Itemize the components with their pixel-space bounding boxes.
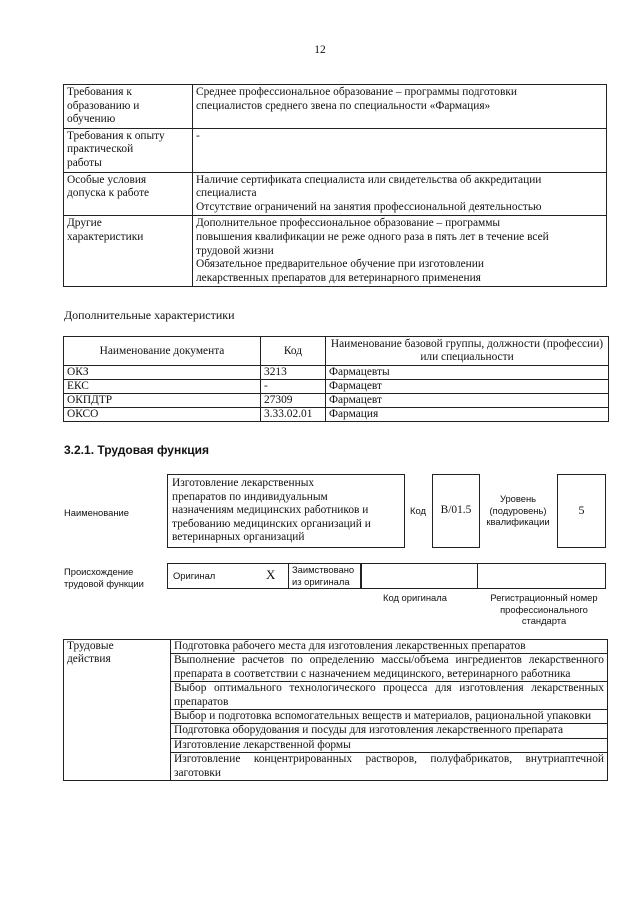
action-item: Выполнение расчетов по определению массы/объема ингредиентов лекарственного препарата в соответствии с назначением медицинского, ветеринарного работника bbox=[171, 654, 608, 682]
function-name-box: Изготовление лекарственных препаратов по индивидуальным назначениям медицинских работников и требованию медицинских организаций и ветеринарных организаций bbox=[167, 474, 405, 548]
original-mark: X bbox=[266, 567, 276, 582]
cell-doc: ОКСО bbox=[64, 408, 261, 422]
level-label: Уровень (подуровень) квалификации bbox=[486, 493, 550, 527]
origin-code-cell bbox=[361, 563, 478, 589]
classifiers-table bbox=[63, 336, 609, 422]
table-row bbox=[64, 640, 608, 654]
origin-code-label: Код оригинала bbox=[383, 592, 447, 603]
cell-doc: ЕКС bbox=[64, 380, 261, 394]
table-row bbox=[64, 172, 607, 216]
cell-name: Фармацевт bbox=[326, 394, 609, 408]
table-row bbox=[64, 216, 607, 287]
origin-label: Происхождение трудовой функции bbox=[64, 566, 144, 589]
row-value: Среднее профессиональное образование – программы подготовки специалистов среднего звена по специальности «Фармация» bbox=[193, 85, 607, 129]
original-label: Оригинал bbox=[173, 570, 216, 581]
code-box: B/01.5 bbox=[432, 474, 480, 548]
actions-table bbox=[63, 639, 608, 781]
additional-title: Дополнительные характеристики bbox=[64, 308, 235, 322]
row-value: - bbox=[193, 128, 607, 172]
requirements-table bbox=[63, 84, 607, 287]
cell-doc: ОКЗ bbox=[64, 366, 261, 380]
header-doc: Наименование документа bbox=[64, 337, 261, 366]
action-item: Изготовление лекарственной формы bbox=[171, 738, 608, 752]
action-item: Подготовка рабочего места для изготовления лекарственных препаратов bbox=[171, 640, 608, 654]
header-code: Код bbox=[261, 337, 326, 366]
borrowed-label: Заимствовано из оригинала bbox=[292, 564, 355, 587]
row-label: Требования к образованию и обучению bbox=[64, 85, 193, 129]
cell-code: 27309 bbox=[261, 394, 326, 408]
row-label: Другие характеристики bbox=[64, 216, 193, 287]
cell-code: - bbox=[261, 380, 326, 394]
cell-code: 3.33.02.01 bbox=[261, 408, 326, 422]
actions-label: Трудовые действия bbox=[64, 640, 171, 781]
row-value: Дополнительное профессиональное образование – программы повышения квалификации не реже одного раза в пять лет в течение всей трудовой жизни Обязательное предварительное обучение при изготовлении лекарственных препаратов для ветеринарного применения bbox=[193, 216, 607, 287]
table-row bbox=[64, 408, 609, 422]
table-row bbox=[64, 394, 609, 408]
action-item: Выбор и подготовка вспомогательных веществ и материалов, рациональной упаковки bbox=[171, 710, 608, 724]
reg-number-label: Регистрационный номер профессионального стандарта bbox=[490, 592, 598, 626]
name-label: Наименование bbox=[64, 507, 129, 518]
row-label: Особые условия допуска к работе bbox=[64, 172, 193, 216]
row-value: Наличие сертификата специалиста или свидетельства об аккредитации специалиста Отсутствие ограничений на занятия профессиональной деятельностью bbox=[193, 172, 607, 216]
table-header-row bbox=[64, 337, 609, 366]
level-box: 5 bbox=[557, 474, 606, 548]
row-label: Требования к опыту практической работы bbox=[64, 128, 193, 172]
table-row bbox=[64, 380, 609, 394]
action-item: Изготовление концентрированных растворов, полуфабрикатов, внутриаптечной заготовки bbox=[171, 753, 608, 781]
cell-name: Фармацевт bbox=[326, 380, 609, 394]
action-item: Подготовка оборудования и посуды для изготовления лекарственного препарата bbox=[171, 724, 608, 738]
table-row bbox=[64, 85, 607, 129]
header-name: Наименование базовой группы, должности (профессии) или специальности bbox=[326, 337, 609, 366]
table-row bbox=[64, 128, 607, 172]
action-item: Выбор оптимального технологического процесса для изготовления лекарственных препаратов bbox=[171, 682, 608, 710]
page-number: 12 bbox=[314, 44, 326, 56]
cell-doc: ОКПДТР bbox=[64, 394, 261, 408]
cell-name: Фармация bbox=[326, 408, 609, 422]
table-row bbox=[64, 366, 609, 380]
cell-name: Фармацевты bbox=[326, 366, 609, 380]
code-label: Код bbox=[410, 505, 426, 516]
function-title: 3.2.1. Трудовая функция bbox=[64, 443, 209, 457]
cell-code: 3213 bbox=[261, 366, 326, 380]
